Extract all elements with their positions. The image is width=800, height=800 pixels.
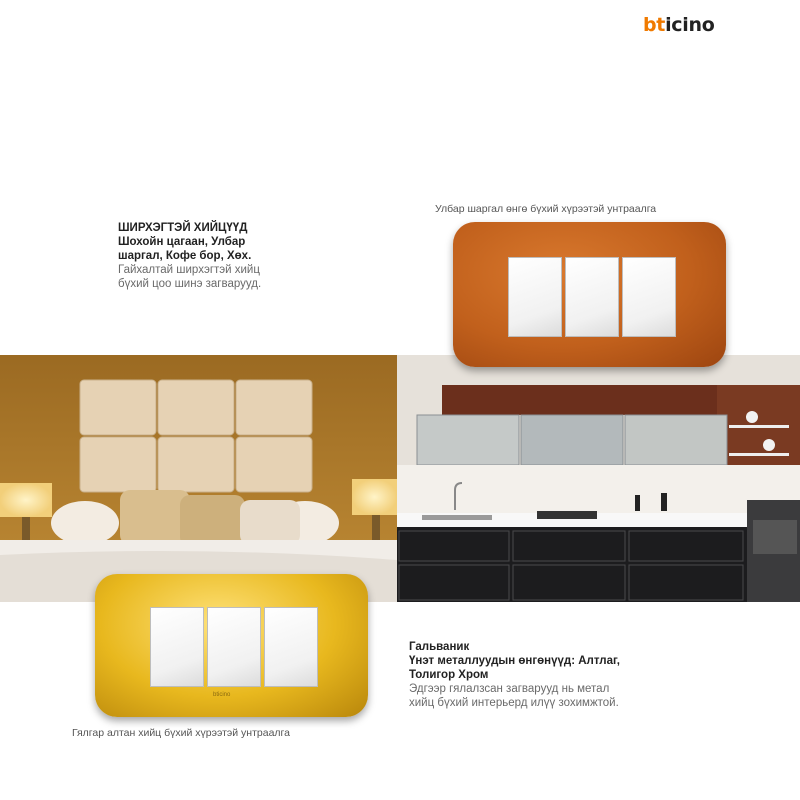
copper-plate-caption: Улбар шаргал өнгө бүхий хүрээтэй унтраалга — [435, 203, 657, 215]
gold-plate-caption: Гялгар алтан хийц бүхий хүрээтэй унтраалга — [72, 727, 290, 739]
kitchen-photo — [397, 355, 800, 602]
kitchen-illustration — [397, 355, 800, 602]
galvanic-heading: Гальваник — [409, 641, 470, 653]
copper-plate-rockers — [508, 257, 676, 337]
rocker-switch-left[interactable] — [508, 257, 562, 337]
copper-switch-plate — [453, 222, 726, 367]
plate-brand-mark: bticino — [213, 692, 231, 698]
galvanic-finishes-text — [409, 640, 620, 710]
galvanic-colors-line-1: Үнэт металлуудын өнгөнүүд: Алтлаг, — [409, 655, 620, 667]
bticino-logo — [643, 14, 714, 36]
galvanic-body-line-2: хийц бүхий интерьерд илүү зохимжтой. — [409, 697, 619, 709]
textured-body-line-2: бүхий цоо шинэ загварууд. — [118, 278, 262, 290]
rocker-switch-middle[interactable] — [565, 257, 619, 337]
gold-plate-rockers — [150, 607, 318, 687]
textured-finishes-text — [118, 221, 261, 291]
textured-body-line-1: Гайхалтай ширхэгтэй хийц — [118, 264, 260, 276]
logo-lead: bt — [643, 14, 666, 36]
rocker-switch-left[interactable] — [150, 607, 204, 687]
galvanic-body-line-1: Эдгээр гялалзсан загварууд нь метал — [409, 683, 610, 695]
rocker-switch-middle[interactable] — [207, 607, 261, 687]
textured-colors-line-1: Шохойн цагаан, Улбар — [118, 236, 246, 248]
bedroom-photo — [0, 355, 397, 602]
textured-colors-line-2: шаргал, Кофе бор, Хөх. — [118, 250, 252, 262]
rocker-switch-right[interactable] — [264, 607, 318, 687]
logo-rest: icino — [665, 14, 715, 36]
bedroom-illustration — [0, 355, 397, 602]
rocker-switch-right[interactable] — [622, 257, 676, 337]
gold-switch-plate — [95, 574, 368, 717]
galvanic-colors-line-2: Толигор Хром — [409, 669, 489, 681]
textured-heading: ШИРХЭГТЭЙ ХИЙЦҮҮД — [118, 222, 248, 234]
